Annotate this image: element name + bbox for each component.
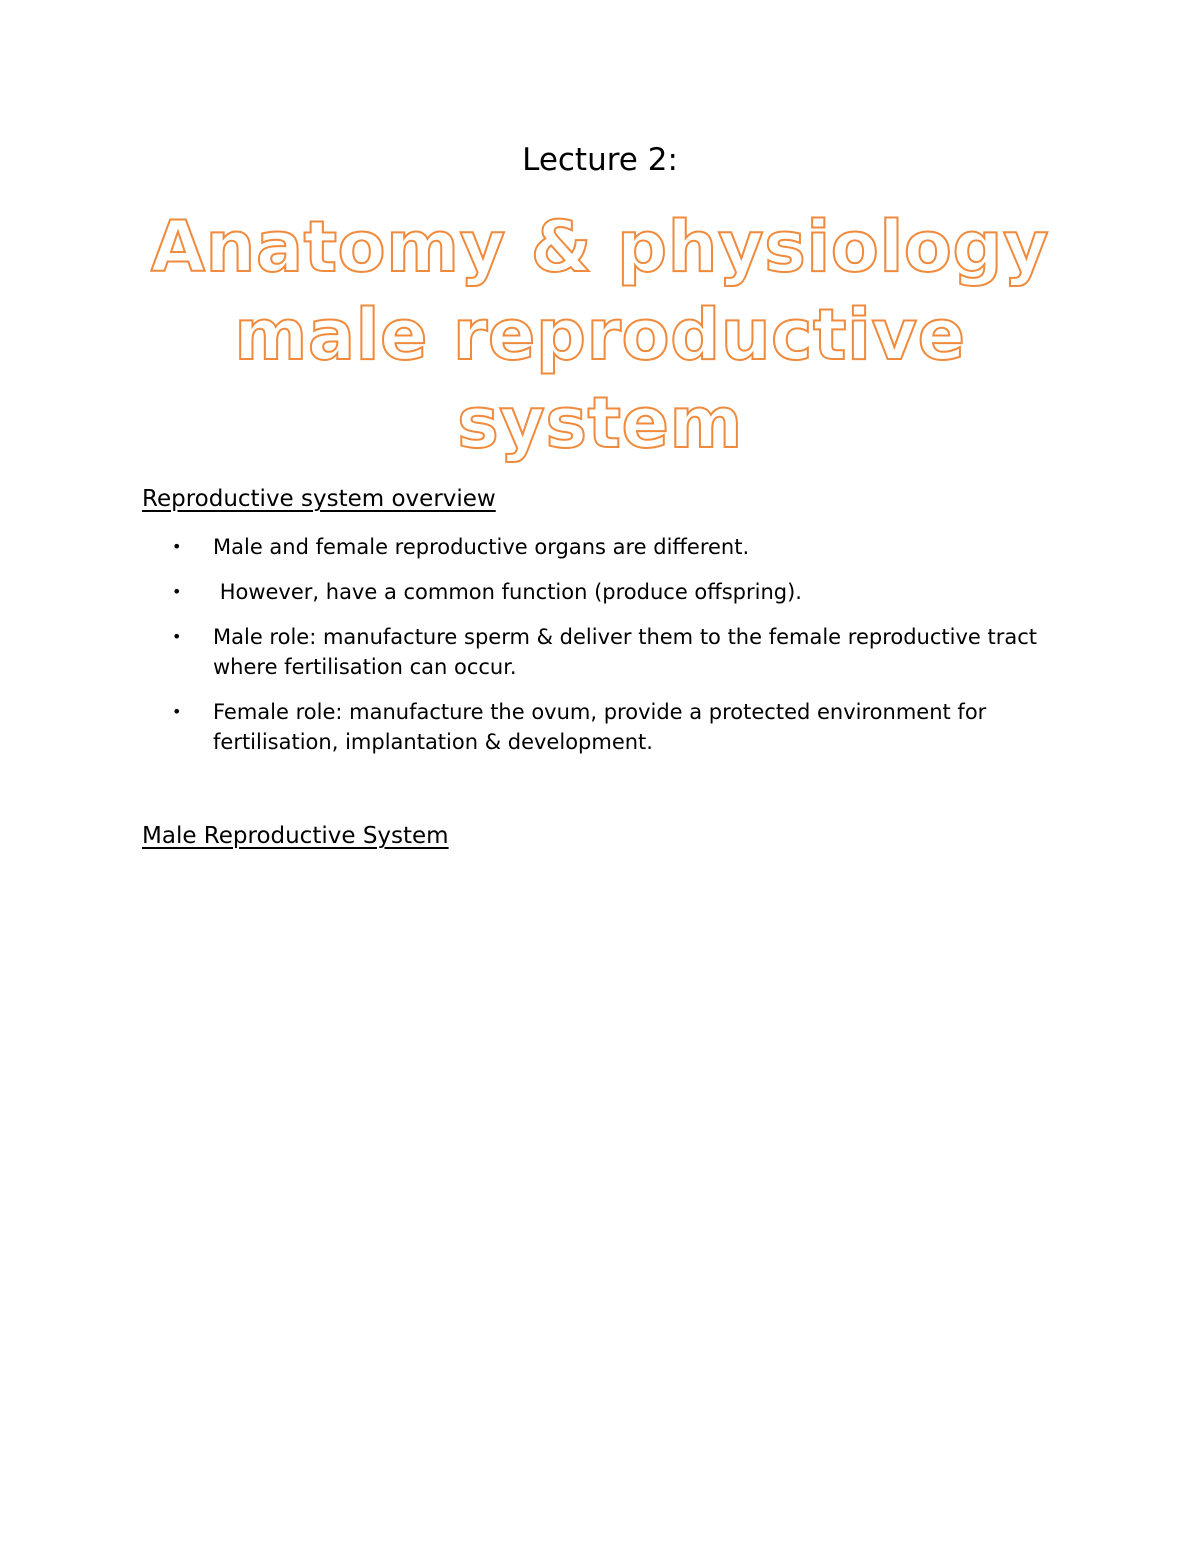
bullet-icon: • [172,582,182,601]
document-title [100,203,1100,467]
list-item [172,532,1072,562]
title-line: male reproductive [234,294,966,376]
bullet-icon: • [172,702,182,721]
title-line: system [457,382,743,464]
list-item [172,697,1072,757]
list-item-text: Male role: manufacture sperm & deliver them to the female reproductive tract where fertilisation can occur. [213,625,1038,679]
list-item-text: However, have a common function (produce offspring). [213,580,802,604]
section-heading-overview: Reproductive system overview [142,486,496,512]
lecture-label: Lecture 2: [522,142,678,178]
list-item [172,622,1072,682]
section-heading-male-reproductive-system: Male Reproductive System [142,823,449,849]
title-line: Anatomy & physiology [150,206,1050,288]
bullet-icon: • [172,627,182,646]
bullet-icon: • [172,537,182,556]
overview-bullet-list [172,532,1072,772]
list-item-text: Female role: manufacture the ovum, provide a protected environment for fertilisation, implantation & development. [213,700,987,754]
list-item [172,577,1072,607]
list-item-text: Male and female reproductive organs are different. [213,535,750,559]
